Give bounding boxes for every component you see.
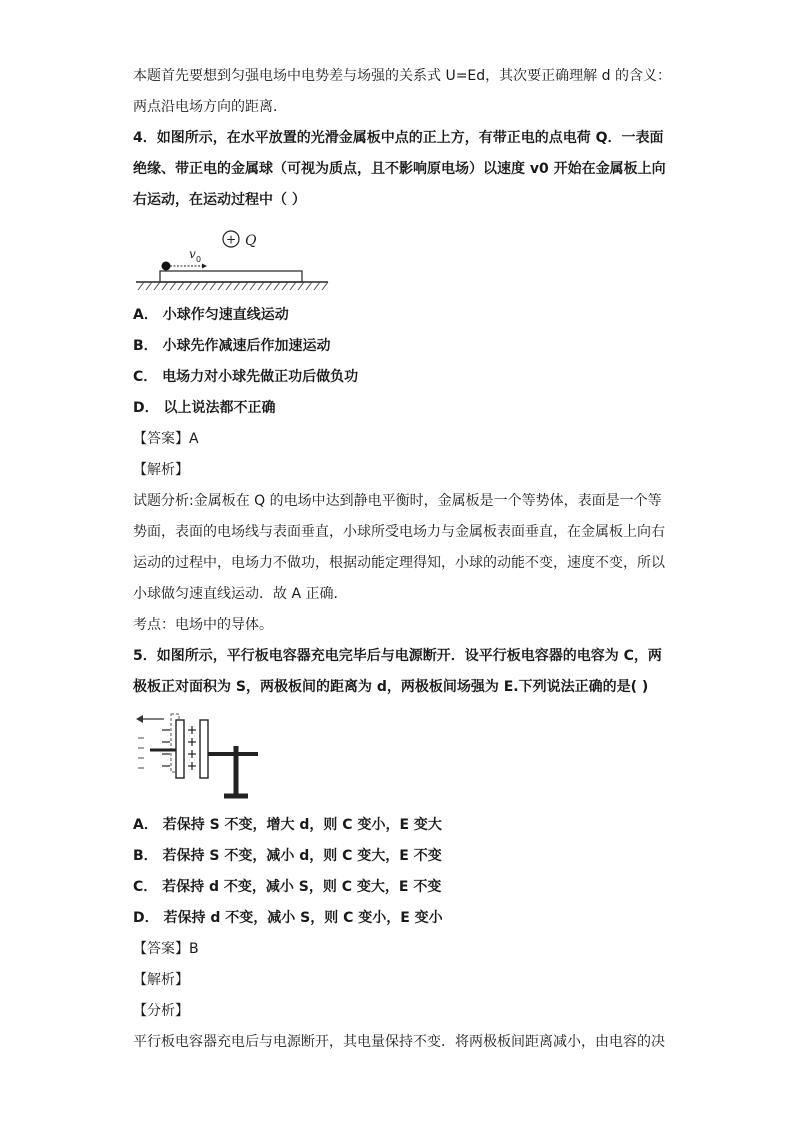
left-plate — [176, 720, 184, 778]
intro-line-2: 两点沿电场方向的距离． — [133, 99, 287, 115]
ground-hatching — [138, 282, 328, 290]
q4-analysis-line-1: 试题分析:金属板在 Q 的电场中达到静电平衡时，金属板是一个等势体，表面是一个等 — [133, 493, 662, 509]
q4-stem-line-2: 绝缘、带正电的金属球（可视为质点，且不影响原电场）以速度 v0 开始在金属板上向 — [133, 161, 666, 177]
velocity-label-v: v — [189, 247, 196, 261]
q4-analysis-title: 【解析】 — [133, 462, 189, 478]
q4-stem-line-3: 右运动，在运动过程中（ ） — [133, 192, 306, 208]
q5-fenxi-title: 【分析】 — [133, 1003, 189, 1019]
q4-option-d: D． 以上说法都不正确 — [133, 400, 276, 416]
q5-option-d: D． 若保持 d 不变，减小 S，则 C 变小，E 变小 — [133, 910, 443, 926]
q4-analysis-line-2: 势面，表面的电场线与表面垂直，小球所受电场力与金属板表面垂直，在金属板上向右 — [133, 524, 665, 540]
negative-charges — [162, 730, 170, 766]
q4-analysis-line-3: 运动的过程中，电场力不做功，根据动能定理得知，小球的动能不变，速度不变，所以 — [133, 555, 665, 571]
q5-analysis-title: 【解析】 — [133, 972, 189, 988]
q5-stem-line-1: 5．如图所示，平行板电容器充电完毕后与电源断开．设平行板电容器的电容为 C，两 — [133, 648, 662, 664]
q4-answer: 【答案】A — [133, 431, 199, 447]
faint-charge-marks — [138, 738, 144, 768]
q5-figure-capacitor — [134, 708, 262, 803]
q5-fenxi-line-1: 平行板电容器充电后与电源断开，其电量保持不变．将两极板间距离减小，由电容的决 — [133, 1034, 665, 1050]
q4-option-a: A． 小球作匀速直线运动 — [133, 307, 289, 323]
charge-label-q: Q — [245, 233, 257, 249]
q5-option-c: C． 若保持 d 不变，减小 S，则 C 变大，E 不变 — [133, 879, 442, 895]
velocity-arrow-head — [202, 264, 207, 269]
metal-ball — [162, 262, 171, 271]
q5-stem-line-2: 极板正对面积为 S，两极板间的距离为 d，两极板间场强为 E.下列说法正确的是( ) — [133, 679, 649, 695]
q4-figure-metal-plate — [134, 224, 334, 296]
positive-charges — [188, 726, 196, 770]
velocity-label-sub: 0 — [196, 255, 202, 264]
q5-answer: 【答案】B — [133, 941, 199, 957]
metal-plate — [160, 271, 302, 282]
q4-stem-line-1: 4．如图所示，在水平放置的光滑金属板中点的正上方，有带正电的点电荷 Q．一表面 — [133, 130, 664, 146]
q4-option-b: B． 小球先作减速后作加速运动 — [133, 338, 331, 354]
intro-line-1: 本题首先要想到匀强电场中电势差与场强的关系式 U=Ed，其次要正确理解 d 的含义： — [133, 68, 671, 84]
q4-analysis-line-4: 小球做匀速直线运动．故 A 正确． — [133, 586, 348, 602]
move-arrow-head — [136, 715, 143, 723]
q5-option-b: B． 若保持 S 不变，减小 d，则 C 变大，E 不变 — [133, 848, 442, 864]
q5-option-a: A． 若保持 S 不变，增大 d，则 C 变小，E 变大 — [133, 817, 442, 833]
point-charge-plus: + — [225, 232, 237, 247]
q4-kaodian: 考点：电场中的导体。 — [133, 617, 273, 633]
right-plate — [200, 720, 208, 778]
q4-option-c: C． 电场力对小球先做正功后做负功 — [133, 369, 359, 385]
